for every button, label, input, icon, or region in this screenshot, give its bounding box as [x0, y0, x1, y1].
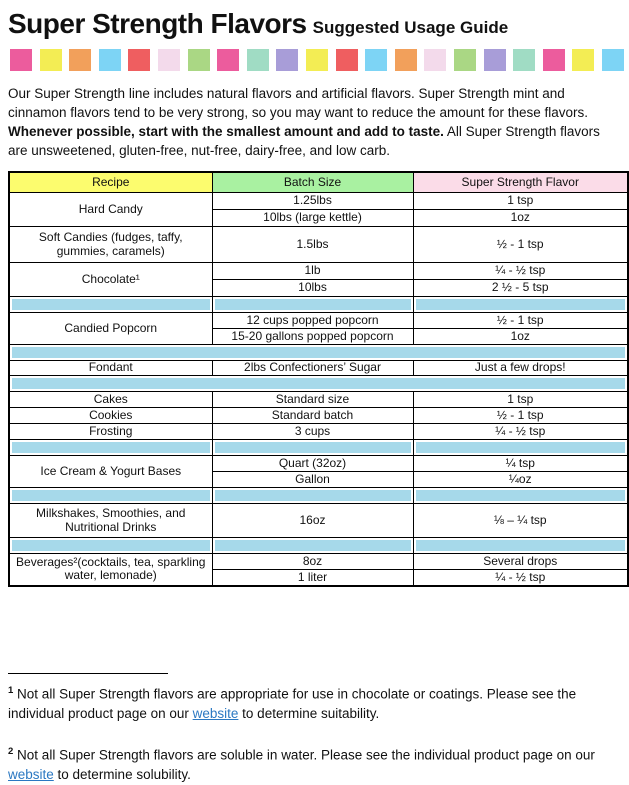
- flavor-amount-cell: Just a few drops!: [413, 361, 628, 376]
- batch-size-cell: 2lbs Confectioners’ Sugar: [212, 361, 413, 376]
- green-square: [454, 49, 476, 71]
- spacer-row: [9, 376, 628, 392]
- recipe-cell: Milkshakes, Smoothies, and Nutritional Drinks: [9, 504, 212, 538]
- flavor-amount-cell: 1oz: [413, 329, 628, 345]
- pink-square: [543, 49, 565, 71]
- batch-size-cell: 1 liter: [212, 570, 413, 586]
- green-square: [188, 49, 210, 71]
- table-row: [9, 424, 628, 440]
- orange-square: [395, 49, 417, 71]
- red-square: [128, 49, 150, 71]
- pink-square: [10, 49, 32, 71]
- footnote-separator: [8, 673, 168, 674]
- recipe-cell: Hard Candy: [9, 193, 212, 227]
- blue-square: [602, 49, 624, 71]
- color-squares-strip: [10, 49, 621, 71]
- batch-size-cell: 1lb: [212, 263, 413, 280]
- intro-text-pre: Our Super Strength line includes natural flavors and artificial flavors. Super Strength mint and cinnamon flavors tend to be very strong, so you may want to reduce the amount for these flavors.: [8, 86, 589, 120]
- footnote-2-text-post: to determine solubility.: [53, 767, 191, 782]
- batch-size-cell: 15-20 gallons popped popcorn: [212, 329, 413, 345]
- yellow-square: [572, 49, 594, 71]
- table-row: [9, 361, 628, 376]
- table-row: [9, 408, 628, 424]
- yellow-square: [306, 49, 328, 71]
- intro-text-post: All Super Strength flavors are unsweetened, gluten-free, nut-free, dairy-free, and low carb.: [8, 124, 600, 158]
- spacer-cell: [9, 297, 212, 313]
- batch-size-cell: 8oz: [212, 554, 413, 570]
- flavor-amount-cell: ¼oz: [413, 472, 628, 488]
- flavor-amount-cell: ¼ - ½ tsp: [413, 570, 628, 586]
- flavor-amount-cell: ¼ tsp: [413, 456, 628, 472]
- recipe-cell: Fondant: [9, 361, 212, 376]
- batch-size-cell: Standard size: [212, 392, 413, 408]
- intro-text-bold: Whenever possible, start with the smallest amount and add to taste.: [8, 124, 444, 139]
- usage-table: [8, 171, 629, 587]
- flavor-amount-cell: ½ - 1 tsp: [413, 408, 628, 424]
- spacer-row: [9, 538, 628, 554]
- intro-paragraph: [8, 84, 621, 160]
- footnote-1-text-pre: Not all Super Strength flavors are appropriate for use in chocolate or coatings. Please see the individual product page on our: [8, 686, 577, 721]
- mint-square: [513, 49, 535, 71]
- footnote-1-marker: 1: [8, 684, 14, 696]
- spacer-cell: [212, 297, 413, 313]
- usage-table-body: [9, 193, 628, 586]
- title-subtitle: Suggested Usage Guide: [312, 18, 509, 37]
- spacer-cell: [413, 538, 628, 554]
- footnotes-section: [8, 673, 621, 785]
- spacer-cell: [212, 538, 413, 554]
- table-row: [9, 263, 628, 280]
- spacer-cell: [9, 440, 212, 456]
- spacer-row: [9, 488, 628, 504]
- usage-table-header: [9, 172, 628, 193]
- footnote-1: [8, 681, 608, 724]
- batch-size-cell: 10lbs (large kettle): [212, 210, 413, 227]
- table-row: [9, 227, 628, 263]
- pink-square: [217, 49, 239, 71]
- purple-square: [276, 49, 298, 71]
- flavor-amount-cell: 2 ½ - 5 tsp: [413, 280, 628, 297]
- batch-size-cell: Standard batch: [212, 408, 413, 424]
- flavor-amount-cell: 1 tsp: [413, 392, 628, 408]
- column-header-super-strength-flavor: Super Strength Flavor: [413, 172, 628, 193]
- blush-square: [424, 49, 446, 71]
- batch-size-cell: 3 cups: [212, 424, 413, 440]
- spacer-cell: [9, 488, 212, 504]
- purple-square: [484, 49, 506, 71]
- yellow-square: [40, 49, 62, 71]
- recipe-cell: Cookies: [9, 408, 212, 424]
- red-square: [336, 49, 358, 71]
- recipe-cell: Chocolate¹: [9, 263, 212, 297]
- spacer-cell: [413, 488, 628, 504]
- flavor-amount-cell: Several drops: [413, 554, 628, 570]
- column-header-batch-size: Batch Size: [212, 172, 413, 193]
- spacer-row: [9, 345, 628, 361]
- recipe-cell: Candied Popcorn: [9, 313, 212, 345]
- table-row: [9, 456, 628, 472]
- title-main: Super Strength Flavors: [8, 8, 307, 39]
- batch-size-cell: 16oz: [212, 504, 413, 538]
- flavor-amount-cell: ⅛ – ¼ tsp: [413, 504, 628, 538]
- spacer-row: [9, 297, 628, 313]
- table-row: [9, 504, 628, 538]
- flavor-amount-cell: ½ - 1 tsp: [413, 227, 628, 263]
- spacer-cell-merged: [9, 376, 628, 392]
- recipe-cell: Beverages²(cocktails, tea, sparkling water, lemonade): [9, 554, 212, 586]
- footnote-2: [8, 742, 608, 785]
- flavor-amount-cell: ½ - 1 tsp: [413, 313, 628, 329]
- flavor-amount-cell: 1 tsp: [413, 193, 628, 210]
- table-row: [9, 392, 628, 408]
- blush-square: [158, 49, 180, 71]
- batch-size-cell: 10lbs: [212, 280, 413, 297]
- spacer-cell: [212, 440, 413, 456]
- spacer-cell: [413, 440, 628, 456]
- flavor-amount-cell: ¼ - ½ tsp: [413, 263, 628, 280]
- table-row: [9, 193, 628, 210]
- table-row: [9, 313, 628, 329]
- recipe-cell: Cakes: [9, 392, 212, 408]
- batch-size-cell: 1.5lbs: [212, 227, 413, 263]
- recipe-cell: Frosting: [9, 424, 212, 440]
- mint-square: [247, 49, 269, 71]
- spacer-cell: [212, 488, 413, 504]
- table-row: [9, 554, 628, 570]
- footnote-2-text-pre: Not all Super Strength flavors are soluble in water. Please see the individual product page on our: [13, 747, 595, 763]
- blue-square: [99, 49, 121, 71]
- batch-size-cell: Quart (32oz): [212, 456, 413, 472]
- spacer-cell: [9, 538, 212, 554]
- flavor-amount-cell: 1oz: [413, 210, 628, 227]
- blue-square: [365, 49, 387, 71]
- footnote-1-website-link[interactable]: website: [192, 705, 239, 721]
- spacer-cell-merged: [9, 345, 628, 361]
- footnote-1-text-post: to determine suitability.: [238, 705, 380, 721]
- batch-size-cell: 1.25lbs: [212, 193, 413, 210]
- batch-size-cell: Gallon: [212, 472, 413, 488]
- spacer-cell: [413, 297, 628, 313]
- footnote-2-website-link[interactable]: website: [8, 767, 54, 782]
- page-title: [8, 8, 621, 40]
- recipe-cell: Soft Candies (fudges, taffy, gummies, caramels): [9, 227, 212, 263]
- batch-size-cell: 12 cups popped popcorn: [212, 313, 413, 329]
- orange-square: [69, 49, 91, 71]
- footnote-2-marker: 2: [8, 746, 14, 757]
- column-header-recipe: Recipe: [9, 172, 212, 193]
- flavor-amount-cell: ¼ - ½ tsp: [413, 424, 628, 440]
- recipe-cell: Ice Cream & Yogurt Bases: [9, 456, 212, 488]
- spacer-row: [9, 440, 628, 456]
